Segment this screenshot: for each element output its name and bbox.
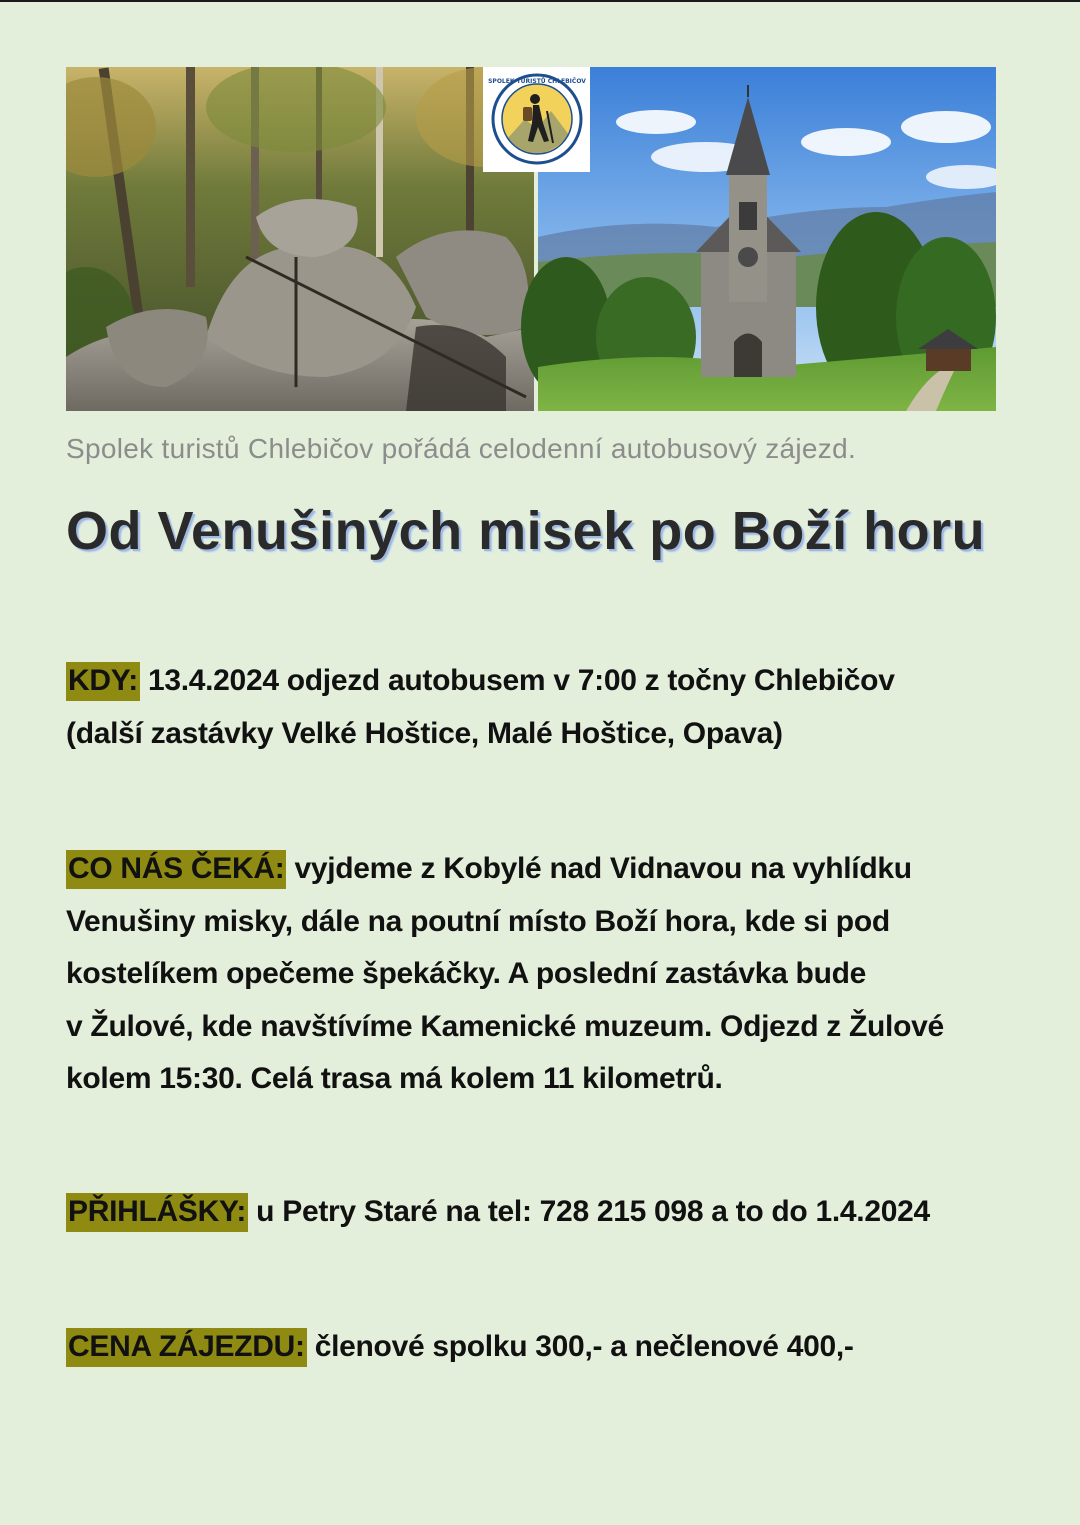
co-text-3: kostelíkem opečeme špekáčky. A poslední zastávka bude [66,957,867,990]
cena-line [66,1321,1001,1374]
co-text-4: v Žulové, kde navštívíme Kamenické muzeum. Odjezd z Žulové [66,1009,944,1043]
section-co-nas-ceka [66,843,1001,1106]
intro-text: Spolek turistů Chlebičov pořádá celodenní autobusový zájezd. [66,433,857,464]
co-line-1 [66,843,1001,896]
cena-label: CENA ZÁJEZDU: [66,1328,307,1367]
logo-text: SPOLEK TURISTŮ CHLEBIČOV [488,78,586,85]
co-text-2: Venušiny misky, dále na poutní místo Boží hora, kde si pod [66,904,890,938]
prihlasky-line [66,1186,1001,1239]
church-photo [521,67,996,411]
section-prihlasky [66,1186,1001,1239]
prihlasky-label: PŘIHLÁŠKY: [66,1193,248,1232]
page-title: Od Venušiných misek po Boží horu [66,501,986,561]
cena-text: členové spolku 300,- a nečlenové 400,- [314,1330,854,1363]
section-kdy [66,655,1001,760]
co-text-5: kolem 15:30. Celá trasa má kolem 11 kilometrů. [66,1062,723,1095]
club-logo [483,67,590,172]
prihlasky-text: u Petry Staré na tel: 728 215 098 a to do 1.4.2024 [256,1195,930,1228]
kdy-text-2: (další zastávky Velké Hoštice, Malé Hoštice, Opava) [66,716,783,750]
top-border [0,0,1080,2]
kdy-line-1 [66,655,1001,708]
kdy-text-1: 13.4.2024 odjezd autobusem v 7:00 z točny Chlebičov [147,664,895,697]
hiker-logo-icon [483,67,590,172]
kdy-label: KDY: [66,662,140,701]
co-text-1: vyjdeme z Kobylé nad Vidnavou na vyhlídku [294,852,912,885]
co-nas-ceka-label: CO NÁS ČEKÁ: [66,850,286,889]
section-cena [66,1321,1001,1374]
